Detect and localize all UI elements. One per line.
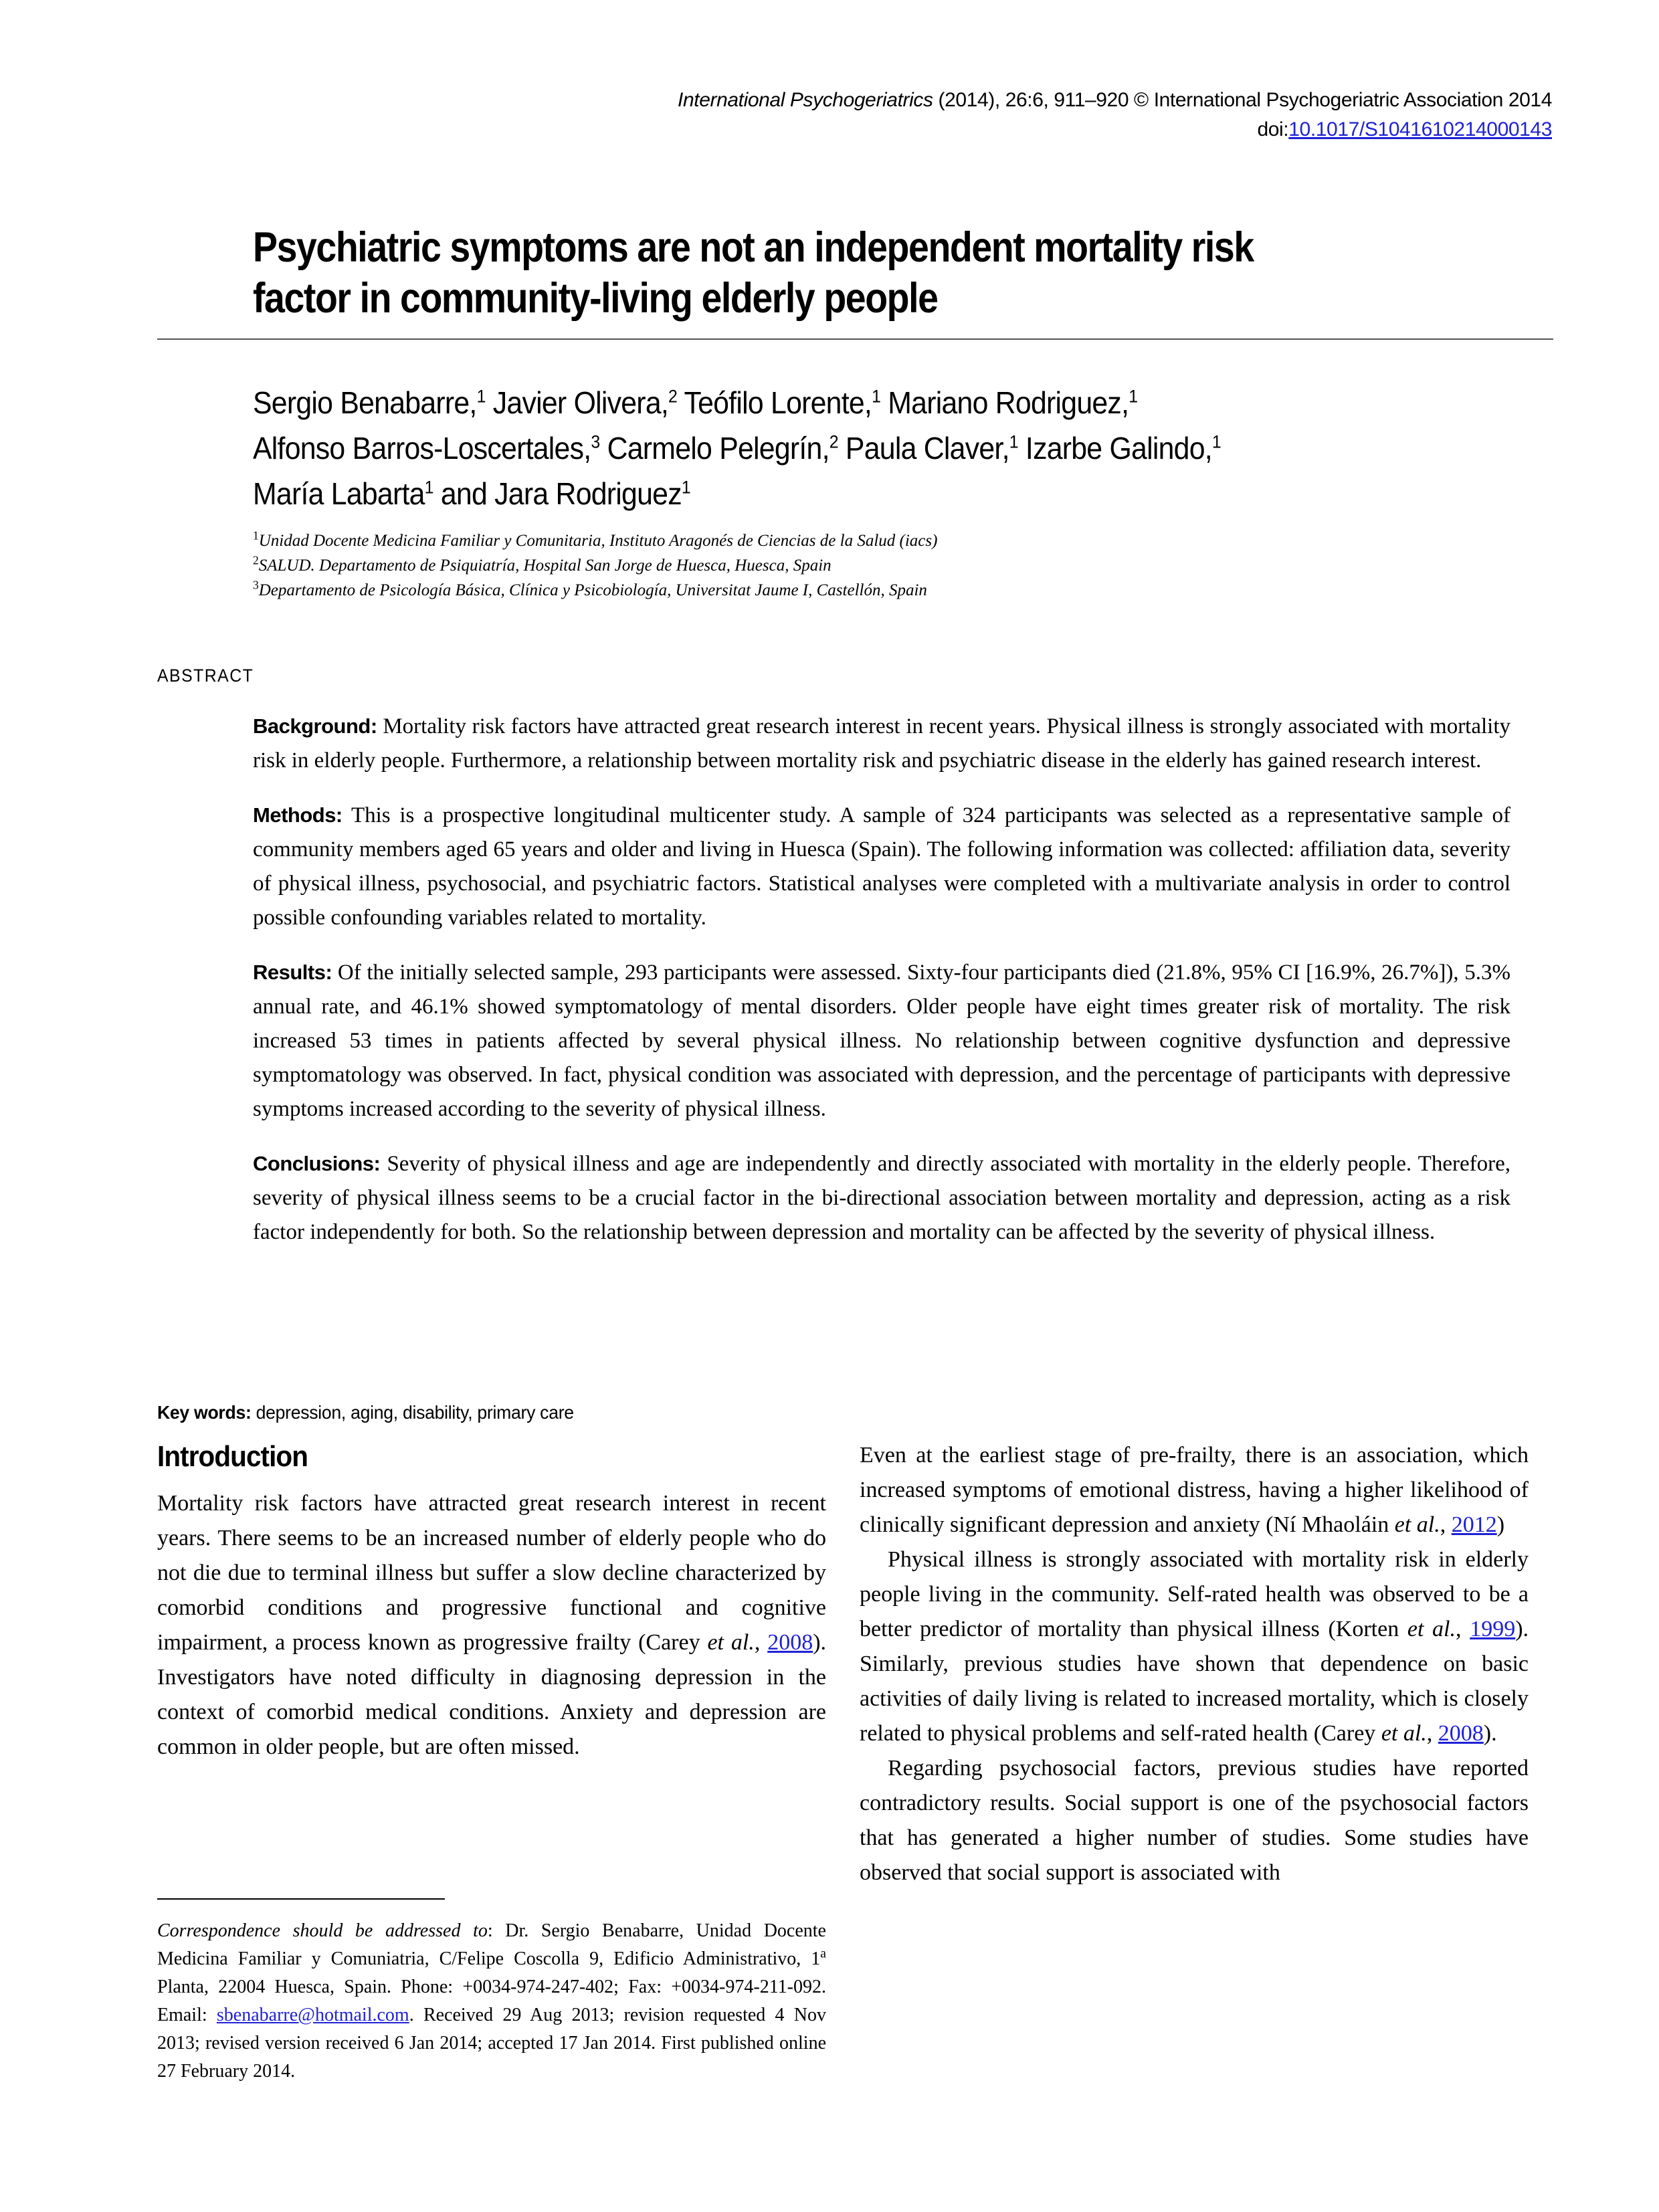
paragraph-text: Mortality risk factors have attracted great research interest in recent years. There seems to be an increased number of elderly people who do not die due to terminal illness but suffer a slow decline characterized by comorbid conditions and progressive functional and cognitive impairment, a process known as progressive frailty (Carey — [157, 1491, 826, 1655]
ordinal-suffix: a — [820, 1946, 826, 1961]
paragraph-text: ). Similarly, previous studies have shown that dependence on basic activities of daily living is related to increased mortality, which is closely related to physical problems and self-rated health (Carey — [860, 1617, 1529, 1746]
affiliation-marker: 1 — [1211, 431, 1221, 452]
paragraph — [860, 1438, 1529, 1542]
journal-citation-detail: (2014), 26:6, 911–920 © International Psychogeriatric Association 2014 — [933, 89, 1552, 111]
affiliation-text: Departamento de Psicología Básica, Clínica y Psicobiología, Universitat Jaume I, Castellón, Spain — [258, 581, 927, 599]
author-line-2 — [253, 425, 1448, 471]
et-al: et al. — [1394, 1512, 1440, 1537]
paragraph — [860, 1542, 1529, 1751]
paragraph-text: , — [1440, 1512, 1452, 1537]
affiliation-marker: 2 — [668, 386, 678, 407]
correspondence-note — [157, 1917, 826, 2086]
et-al: et al. — [1381, 1721, 1427, 1746]
affiliation-marker: 3 — [591, 431, 600, 452]
journal-name: International Psychogeriatrics — [678, 89, 933, 111]
paragraph-text: , — [1456, 1617, 1470, 1641]
author-name: and Jara Rodriguez — [433, 476, 682, 511]
body-column-left — [157, 1438, 826, 1765]
affiliation-marker: 1 — [253, 528, 259, 542]
abstract-section-conclusions — [253, 1146, 1510, 1249]
abstract-section-background — [253, 709, 1510, 778]
running-head — [157, 86, 1552, 144]
abstract-body — [253, 709, 1510, 1249]
abstract-label: ABSTRACT — [157, 666, 254, 686]
paragraph-text: ) — [1496, 1512, 1505, 1537]
section-heading-introduction: Introduction — [157, 1440, 308, 1473]
et-al: et al. — [707, 1630, 755, 1655]
abstract-section-heading: Conclusions: — [253, 1152, 381, 1175]
correspondence-text: Planta, 22004 Huesca, Spain. Phone: +0034-974-247-402; Fax: +0034-974-211-092. Email: — [157, 1977, 826, 2025]
abstract-section-text: Of the initially selected sample, 293 participants were assessed. Sixty-four participants died (21.8%, 95% CI [16.9%, 26.7%]), 5.3% annual rate, and 46.1% showed symptomatology of mental disorders. Older people have eight times greater risk of mortality. The risk increased 53 times in patients affected by several physical illness. No relationship between cognitive dysfunction and depressive symptomatology was observed. In fact, physical condition was associated with depression, and the percentage of participants with depressive symptoms increased according to the severity of physical illness. — [253, 961, 1510, 1121]
affiliation-marker: 1 — [1009, 431, 1018, 452]
abstract-section-methods — [253, 798, 1510, 935]
doi-line — [157, 115, 1552, 144]
affiliation-list — [253, 528, 1390, 603]
author-name: Teófilo Lorente, — [677, 385, 872, 420]
abstract-section-text: Mortality risk factors have attracted great research interest in recent years. Physical illness is strongly associated with mortality risk in elderly people. Furthermore, a relationship between mortality risk and psychiatric disease in the elderly has gained research interest. — [253, 714, 1510, 773]
affiliation-item — [253, 578, 1390, 603]
affiliation-marker: 3 — [253, 578, 259, 592]
affiliation-marker: 1 — [476, 386, 486, 407]
affiliation-marker: 1 — [1129, 386, 1138, 407]
abstract-section-text: This is a prospective longitudinal multicenter study. A sample of 324 participants was selected as a representative sample of community members aged 65 years and older and living in Huesca (Spain). The following information was collected: affiliation data, severity of physical illness, psychosocial, and psychiatric factors. Statistical analyses were completed with a multivariate analysis in order to control possible confounding variables related to mortality. — [253, 803, 1510, 930]
paragraph-text: , — [754, 1630, 768, 1655]
page-title: Psychiatric symptoms are not an independent mortality risk factor in community-living elderly people — [253, 224, 1254, 322]
email-link[interactable]: sbenabarre@hotmail.com — [216, 2005, 409, 2025]
affiliation-marker: 1 — [872, 386, 881, 407]
paragraph-text: , — [1426, 1721, 1438, 1746]
author-list — [253, 380, 1448, 516]
author-line-3 — [253, 471, 1448, 516]
affiliation-item — [253, 553, 1390, 578]
keywords — [157, 1400, 920, 1425]
author-name: Alfonso Barros-Loscertales, — [253, 431, 591, 466]
citation-link[interactable]: 2008 — [1438, 1721, 1484, 1746]
affiliation-marker: 2 — [829, 431, 838, 452]
affiliation-text: Unidad Docente Medicina Familiar y Comunitaria, Instituto Aragonés de Ciencias de la Salud (iacs) — [258, 532, 938, 550]
affiliation-item — [253, 528, 1390, 553]
author-name: María Labarta — [253, 476, 425, 511]
abstract-section-text: Severity of physical illness and age are independently and directly associated with mortality in the elderly people. Therefore, severity of physical illness seems to be a crucial factor in the bi-directional association between mortality and depression, acting as a risk factor independently for both. So the relationship between depression and mortality can be affected by the severity of physical illness. — [253, 1152, 1510, 1244]
paragraph-text: ). Investigators have noted difficulty in diagnosing depression in the context of comorbid medical conditions. Anxiety and depression are common in older people, but are often missed. — [157, 1630, 827, 1759]
affiliation-marker: 1 — [424, 477, 433, 498]
abstract-section-heading: Background: — [253, 714, 377, 738]
author-name: Sergio Benabarre, — [253, 385, 477, 420]
citation-link[interactable]: 1999 — [1470, 1617, 1516, 1641]
author-name: Mariano Rodriguez, — [880, 385, 1129, 420]
correspondence-label: Correspondence should be addressed to — [157, 1920, 488, 1941]
abstract-section-heading: Results: — [253, 961, 332, 984]
paragraph: Regarding psychosocial factors, previous studies have reported contradictory results. Social support is one of the psychosocial factors that has generated a higher number of studies. Some studies have observed that social support is associated with — [860, 1756, 1529, 1885]
footnote-divider — [157, 1898, 445, 1900]
doi-label: doi: — [1257, 118, 1289, 140]
affiliation-text: SALUD. Departamento de Psiquiatría, Hospital San Jorge de Huesca, Huesca, Spain — [258, 557, 832, 575]
doi-link[interactable]: 10.1017/S1041610214000143 — [1288, 118, 1552, 140]
paragraph-text: Even at the earliest stage of pre-frailty, there is an association, which increased symptoms of emotional distress, having a higher likelihood of clinically significant depression and anxiety (Ní Mhaoláin — [860, 1443, 1529, 1537]
body-column-right — [860, 1438, 1529, 1890]
correspondence-text: . Received 29 Aug 2013; revision requested 4 Nov 2013; revised version received 6 Jan 2014; accepted 17 Jan 2014. First published online 27 February 2014. — [157, 2005, 826, 2082]
et-al: et al. — [1407, 1617, 1456, 1641]
abstract-section-heading: Methods: — [253, 803, 343, 827]
author-name: Paula Claver, — [838, 431, 1009, 466]
paragraph-text: ). — [1483, 1721, 1497, 1746]
author-name: Javier Olivera, — [485, 385, 669, 420]
citation-link[interactable]: 2012 — [1451, 1512, 1497, 1537]
affiliation-marker: 1 — [681, 477, 690, 498]
correspondence-text: : Dr. Sergio Benabarre, Unidad Docente Medicina Familiar y Comuniatria, C/Felipe Coscolla 9, Edificio Administrativo, 1 — [157, 1920, 826, 1969]
author-name: Izarbe Galindo, — [1017, 431, 1212, 466]
paragraph-text: Physical illness is strongly associated with mortality risk in elderly people living in the community. Self-rated health was observed to be a better predictor of mortality than physical illness (Korten — [860, 1547, 1529, 1641]
author-line-1 — [253, 380, 1448, 425]
paragraph — [157, 1486, 826, 1765]
citation-link[interactable]: 2008 — [767, 1630, 813, 1655]
affiliation-marker: 2 — [253, 553, 259, 567]
abstract-section-results — [253, 955, 1510, 1126]
keywords-label: Key words: — [157, 1402, 252, 1423]
keywords-terms: depression, aging, disability, primary care — [251, 1402, 574, 1423]
title-divider — [157, 338, 1553, 340]
author-name: Carmelo Pelegrín, — [599, 431, 830, 466]
